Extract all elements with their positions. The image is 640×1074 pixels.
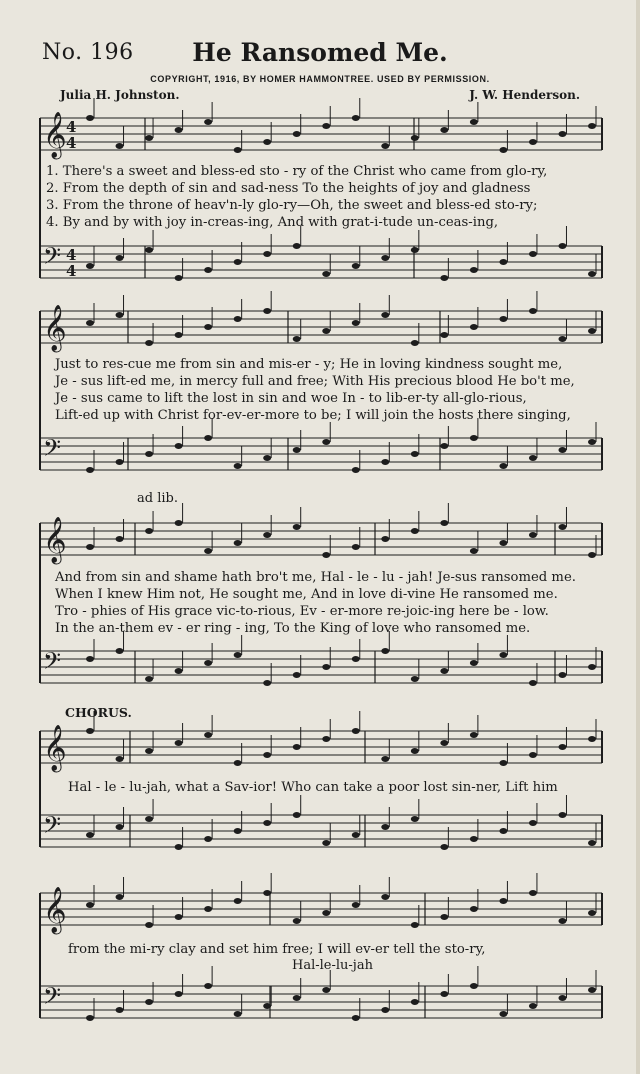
note-head <box>352 1015 360 1021</box>
note-head <box>234 259 242 265</box>
note-head <box>440 275 448 281</box>
note-head <box>529 890 537 896</box>
note-head <box>470 324 478 330</box>
hymn-title: He Ransomed Me. <box>192 38 448 67</box>
note-head <box>558 744 566 750</box>
note-head <box>145 451 153 457</box>
note-head <box>381 1007 389 1013</box>
page-edge <box>636 0 640 1074</box>
note-head <box>263 820 271 826</box>
note-head <box>145 999 153 1005</box>
note-head <box>293 812 301 818</box>
note-head <box>558 243 566 249</box>
note-head <box>499 540 507 546</box>
note-head <box>145 135 153 141</box>
note-head <box>145 922 153 928</box>
note-head <box>263 455 271 461</box>
note-head <box>293 336 301 342</box>
note-head <box>558 812 566 818</box>
time-signature-bottom: 4 <box>66 262 77 280</box>
note-head <box>588 987 596 993</box>
note-head <box>86 1015 94 1021</box>
note-head <box>411 922 419 928</box>
note-head <box>588 736 596 742</box>
note-head <box>145 748 153 754</box>
note-head <box>175 275 183 281</box>
note-head <box>588 840 596 846</box>
note-head <box>86 320 94 326</box>
note-head <box>116 143 124 149</box>
note-head <box>86 263 94 269</box>
note-head <box>86 902 94 908</box>
note-head <box>86 728 94 734</box>
bass-clef-icon: 𝄢 <box>43 242 62 275</box>
note-head <box>529 820 537 826</box>
ad-lib-marking: ad lib. <box>137 491 178 506</box>
verse-2-line-2: Je - sus lift-ed me, in mercy full and free; With His precious blood He bo't me, <box>55 374 575 389</box>
note-head <box>263 251 271 257</box>
note-head <box>263 890 271 896</box>
note-head <box>86 656 94 662</box>
note-head <box>499 1011 507 1017</box>
note-head <box>352 263 360 269</box>
note-head <box>234 147 242 153</box>
note-head <box>381 824 389 830</box>
note-head <box>234 316 242 322</box>
note-head <box>440 740 448 746</box>
note-head <box>558 672 566 678</box>
note-head <box>440 668 448 674</box>
note-head <box>499 898 507 904</box>
copyright-notice: COPYRIGHT, 1916, BY HOMER HAMMONTREE. USED BY PERMISSION. <box>150 74 490 84</box>
note-head <box>86 544 94 550</box>
note-head <box>411 528 419 534</box>
bass-clef-icon: 𝄢 <box>43 982 62 1015</box>
note-head <box>381 143 389 149</box>
note-head <box>322 439 330 445</box>
note-head <box>116 312 124 318</box>
note-head <box>322 552 330 558</box>
note-head <box>263 139 271 145</box>
note-head <box>322 910 330 916</box>
note-head <box>470 119 478 125</box>
note-head <box>499 463 507 469</box>
treble-clef-icon: 𝄞 <box>43 305 67 351</box>
time-signature-top: 4 <box>66 118 77 136</box>
note-head <box>352 320 360 326</box>
note-head <box>470 435 478 441</box>
note-head <box>352 728 360 734</box>
note-head <box>293 524 301 530</box>
note-head <box>352 467 360 473</box>
note-head <box>116 1007 124 1013</box>
note-head <box>470 732 478 738</box>
note-head <box>470 836 478 842</box>
note-head <box>499 147 507 153</box>
note-head <box>529 139 537 145</box>
note-head <box>470 906 478 912</box>
note-head <box>293 243 301 249</box>
note-head <box>175 740 183 746</box>
note-head <box>381 648 389 654</box>
note-head <box>411 247 419 253</box>
note-head <box>234 760 242 766</box>
note-head <box>411 816 419 822</box>
treble-clef-icon: 𝄞 <box>43 112 67 158</box>
note-head <box>381 255 389 261</box>
note-head <box>175 844 183 850</box>
note-head <box>175 991 183 997</box>
note-head <box>588 123 596 129</box>
bass-clef-icon: 𝄢 <box>43 434 62 467</box>
note-head <box>352 544 360 550</box>
note-head <box>116 459 124 465</box>
note-head <box>322 123 330 129</box>
note-head <box>470 267 478 273</box>
note-head <box>234 652 242 658</box>
note-head <box>263 752 271 758</box>
note-head <box>145 247 153 253</box>
note-head <box>145 816 153 822</box>
note-head <box>381 756 389 762</box>
note-head <box>234 1011 242 1017</box>
note-head <box>204 660 212 666</box>
note-head <box>204 548 212 554</box>
note-head <box>204 906 212 912</box>
note-head <box>175 520 183 526</box>
note-head <box>558 524 566 530</box>
note-head <box>381 536 389 542</box>
note-head <box>558 131 566 137</box>
note-head <box>234 898 242 904</box>
note-head <box>558 918 566 924</box>
note-head <box>381 894 389 900</box>
note-head <box>234 463 242 469</box>
note-head <box>558 336 566 342</box>
verse-1-line-1: 1. There's a sweet and bless-ed sto - ry of the Christ who came from glo-ry, <box>46 164 548 179</box>
note-head <box>175 332 183 338</box>
note-head <box>529 752 537 758</box>
note-head <box>293 995 301 1001</box>
note-head <box>86 467 94 473</box>
note-head <box>204 324 212 330</box>
note-head <box>411 451 419 457</box>
note-head <box>116 648 124 654</box>
note-head <box>411 340 419 346</box>
note-head <box>411 135 419 141</box>
note-head <box>145 676 153 682</box>
hymn-number: No. 196 <box>42 40 134 65</box>
note-head <box>440 443 448 449</box>
verse-3-line-3: Tro - phies of His grace vic-to-rious, Ev - er-more re-joic-ing here be - low. <box>55 604 549 619</box>
note-head <box>175 443 183 449</box>
note-head <box>470 548 478 554</box>
note-head <box>322 840 330 846</box>
note-head <box>234 540 242 546</box>
note-head <box>116 536 124 542</box>
note-head <box>588 910 596 916</box>
note-head <box>145 528 153 534</box>
verse-4-line-2: Lift-ed up with Christ for-ev-er-more to be; I will join the hosts there singing, <box>55 408 571 423</box>
note-head <box>440 844 448 850</box>
note-head <box>381 459 389 465</box>
note-head <box>411 999 419 1005</box>
note-head <box>499 316 507 322</box>
treble-clef-icon: 𝄞 <box>43 517 67 563</box>
note-head <box>263 1003 271 1009</box>
note-head <box>440 520 448 526</box>
note-head <box>440 332 448 338</box>
chorus-line-2: from the mi-ry clay and set him free; I will ev-er tell the sto-ry, <box>68 942 486 957</box>
note-head <box>86 115 94 121</box>
note-head <box>204 435 212 441</box>
note-head <box>263 680 271 686</box>
note-head <box>440 991 448 997</box>
note-head <box>322 736 330 742</box>
note-head <box>529 1003 537 1009</box>
note-head <box>352 902 360 908</box>
note-head <box>293 672 301 678</box>
note-head <box>322 328 330 334</box>
note-head <box>470 660 478 666</box>
verse-1-line-3: And from sin and shame hath bro't me, Hal - le - lu - jah! Je-sus ransomed me. <box>55 570 576 585</box>
note-head <box>204 836 212 842</box>
note-head <box>588 664 596 670</box>
note-head <box>293 131 301 137</box>
bass-clef-icon: 𝄢 <box>43 647 62 680</box>
note-head <box>116 824 124 830</box>
note-head <box>588 439 596 445</box>
treble-clef-icon: 𝄞 <box>43 887 67 933</box>
lyricist: Julia H. Johnston. <box>60 88 180 102</box>
note-head <box>293 447 301 453</box>
note-head <box>204 267 212 273</box>
note-head <box>322 271 330 277</box>
note-head <box>529 251 537 257</box>
note-head <box>204 732 212 738</box>
note-head <box>499 828 507 834</box>
note-head <box>116 756 124 762</box>
verse-3-line-2: Je - sus came to lift the lost in sin and woe In - to lib-er-ty all-glo-rious, <box>55 391 527 406</box>
note-head <box>352 832 360 838</box>
note-head <box>558 995 566 1001</box>
note-head <box>470 983 478 989</box>
note-head <box>322 664 330 670</box>
chorus-echo: Hal-le-lu-jah <box>292 958 373 973</box>
note-head <box>558 447 566 453</box>
note-head <box>529 532 537 538</box>
verse-3-line-1: 3. From the throne of heav'n-ly glo-ry—Oh, the sweet and bless-ed sto-ry; <box>46 198 538 213</box>
note-head <box>86 832 94 838</box>
note-head <box>499 652 507 658</box>
note-head <box>145 340 153 346</box>
note-head <box>204 983 212 989</box>
note-head <box>411 748 419 754</box>
note-head <box>529 455 537 461</box>
chorus-label: CHORUS. <box>65 705 132 720</box>
verse-1-line-2: Just to res-cue me from sin and mis-er - y; He in loving kindness sought me, <box>55 357 563 372</box>
note-head <box>381 312 389 318</box>
verse-2-line-3: When I knew Him not, He sought me, And in love di-vine He ransomed me. <box>55 587 558 602</box>
note-head <box>499 760 507 766</box>
bass-clef-icon: 𝄢 <box>43 811 62 844</box>
note-head <box>263 532 271 538</box>
note-head <box>529 308 537 314</box>
note-head <box>322 987 330 993</box>
time-signature-top: 4 <box>66 246 77 264</box>
note-head <box>204 119 212 125</box>
verse-4-line-1: 4. By and by with joy in-creas-ing, And with grat-i-tude un-ceas-ing, <box>46 215 499 230</box>
note-head <box>116 894 124 900</box>
note-head <box>588 328 596 334</box>
note-head <box>234 828 242 834</box>
note-head <box>440 127 448 133</box>
note-head <box>440 914 448 920</box>
time-signature-bottom: 4 <box>66 134 77 152</box>
note-head <box>293 744 301 750</box>
verse-2-line-1: 2. From the depth of sin and sad-ness To the heights of joy and gladness <box>46 181 531 196</box>
chorus-line-1: Hal - le - lu-jah, what a Sav-ior! Who can take a poor lost sin-ner, Lift him <box>68 780 558 795</box>
note-head <box>175 668 183 674</box>
note-head <box>263 308 271 314</box>
treble-clef-icon: 𝄞 <box>43 725 67 771</box>
note-head <box>588 552 596 558</box>
note-head <box>588 271 596 277</box>
note-head <box>175 127 183 133</box>
note-head <box>116 255 124 261</box>
note-head <box>293 918 301 924</box>
note-head <box>352 115 360 121</box>
note-head <box>529 680 537 686</box>
composer: J. W. Henderson. <box>469 88 580 102</box>
note-head <box>499 259 507 265</box>
note-head <box>175 914 183 920</box>
note-head <box>411 676 419 682</box>
note-head <box>352 656 360 662</box>
verse-4-line-3: In the an-them ev - er ring - ing, To the King of love who ransomed me. <box>55 621 531 636</box>
